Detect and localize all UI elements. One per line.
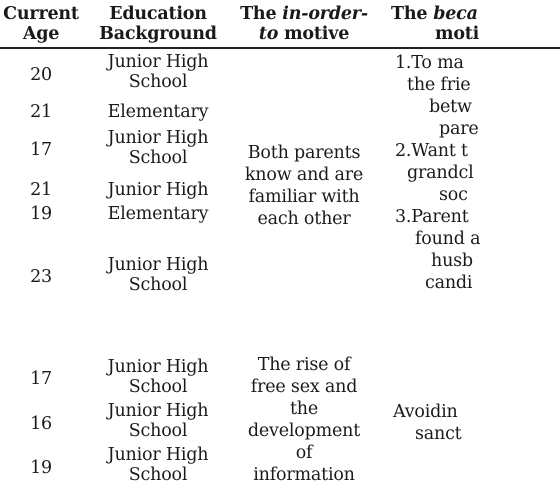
because-line: Avoidin	[393, 402, 458, 422]
education-line: Junior High	[107, 52, 209, 72]
motive-cell-free-sex	[228, 354, 380, 486]
header-in-order-line2: to motive	[258, 24, 350, 44]
education-line: School	[128, 421, 188, 441]
age-cell: 19	[30, 458, 52, 478]
because-cell-marriage	[395, 52, 480, 294]
education-line: School	[128, 275, 188, 295]
education-cell	[94, 204, 222, 224]
education-line: School	[128, 465, 188, 485]
education-cell	[94, 52, 222, 92]
motive-line: development	[247, 421, 361, 441]
education-line: Junior High	[107, 401, 209, 421]
age-cell: 17	[30, 369, 52, 389]
because-line: found a	[415, 229, 481, 249]
education-line: Junior High	[107, 445, 209, 465]
because-line: grandcl	[407, 163, 474, 183]
age-cell: 21	[30, 180, 52, 200]
because-line: candi	[425, 273, 473, 293]
education-cell	[94, 445, 222, 485]
because-line: the frie	[407, 75, 471, 95]
education-cell	[94, 102, 222, 122]
header-in-order-line1: The in-order-	[240, 4, 368, 24]
education-line: Junior High	[107, 180, 209, 200]
because-line: soc	[439, 185, 468, 205]
motive-line: each other	[257, 209, 351, 229]
header-education-background	[94, 4, 222, 44]
education-cell	[94, 128, 222, 168]
header-because-line2: moti	[435, 24, 480, 44]
header-because-line1: The beca	[391, 4, 478, 24]
age-cell: 17	[30, 140, 52, 160]
education-line: Junior High	[107, 357, 209, 377]
age-cell: 21	[30, 102, 52, 122]
because-line: husb	[431, 251, 473, 271]
education-line: School	[128, 148, 188, 168]
because-cell-sanction	[393, 401, 462, 445]
because-line: sanct	[415, 424, 462, 444]
motive-line: of	[295, 443, 313, 463]
motive-line: The rise of	[257, 355, 351, 375]
age-cell: 16	[30, 414, 52, 434]
motive-line: familiar with	[248, 187, 360, 207]
age-cell: 20	[30, 65, 52, 85]
header-education-line2: Background	[99, 24, 217, 44]
because-line: 2.Want t	[395, 141, 468, 161]
header-because-motive	[391, 4, 479, 44]
header-in-order-to-motive	[228, 4, 380, 44]
because-line: 3.Parent	[395, 207, 469, 227]
motive-line: know and are	[244, 165, 364, 185]
header-age-line2: Age	[22, 24, 60, 44]
motive-line: information	[253, 465, 355, 485]
motive-cell-parents	[228, 142, 380, 230]
age-cell: 19	[30, 204, 52, 224]
because-line: 1.To ma	[395, 53, 464, 73]
motive-line: the	[289, 399, 319, 419]
because-line: betw	[429, 97, 472, 117]
education-cell	[94, 180, 222, 200]
education-line: Elementary	[107, 102, 209, 122]
because-line: pare	[439, 119, 479, 139]
header-rule	[0, 47, 560, 49]
header-education-line1: Education	[109, 4, 207, 24]
education-line: Elementary	[107, 204, 209, 224]
motive-line: Both parents	[247, 143, 361, 163]
education-line: Junior High	[107, 128, 209, 148]
education-cell	[94, 357, 222, 397]
age-cell: 23	[30, 267, 52, 287]
education-line: School	[128, 377, 188, 397]
header-age-line1: Current	[3, 4, 79, 24]
education-line: Junior High	[107, 255, 209, 275]
header-current-age	[0, 4, 82, 44]
education-cell	[94, 401, 222, 441]
education-line: School	[128, 72, 188, 92]
education-cell	[94, 255, 222, 295]
motive-line: free sex and	[250, 377, 358, 397]
